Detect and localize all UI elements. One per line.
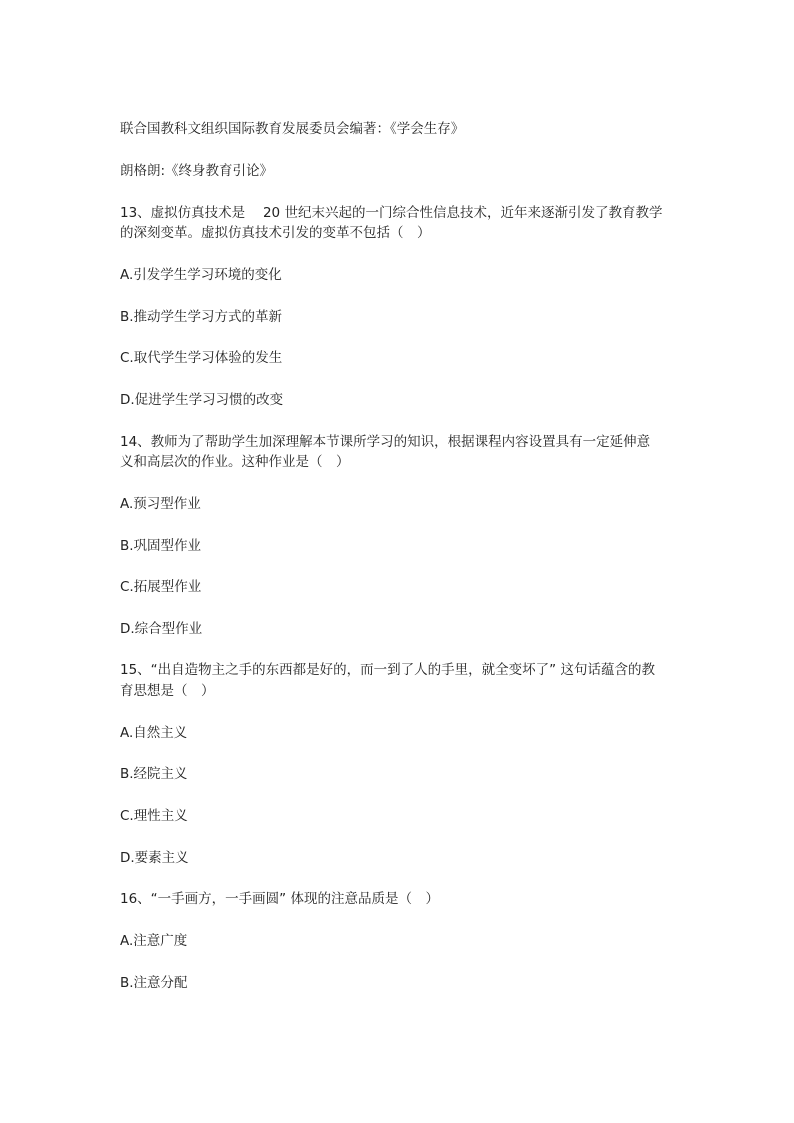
question-13-option-a: A.引发学生学习环境的变化 bbox=[120, 267, 282, 283]
question-16-option-a: A.注意广度 bbox=[120, 933, 188, 949]
question-14-option-a: A.预习型作业 bbox=[120, 496, 201, 512]
question-13-stem-line-1: 13、虚拟仿真技术是 20 世纪末兴起的一门综合性信息技术，近年来逐渐引发了教育教学 bbox=[120, 205, 663, 221]
question-15-stem-line-2: 育思想是（ ） bbox=[120, 683, 215, 699]
question-14-stem-line-2: 义和高层次的作业。这种作业是（ ） bbox=[120, 454, 350, 470]
reference-line-2: 朗格朗:《终身教育引论》 bbox=[120, 163, 274, 179]
question-14-option-c: C.拓展型作业 bbox=[120, 579, 202, 595]
question-13-option-c: C.取代学生学习体验的发生 bbox=[120, 350, 283, 366]
question-15-option-b: B.经院主义 bbox=[120, 766, 188, 782]
question-15-option-a: A.自然主义 bbox=[120, 725, 188, 741]
reference-line-1: 联合国教科文组织国际教育发展委员会编著：《学会生存》 bbox=[120, 121, 465, 137]
question-13-option-b: B.推动学生学习方式的革新 bbox=[120, 309, 283, 325]
question-14-stem-line-1: 14、教师为了帮助学生加深理解本节课所学习的知识，根据课程内容设置具有一定延伸意 bbox=[120, 434, 651, 450]
question-15-stem-line-1: 15、“出自造物主之手的东西都是好的，而一到了人的手里，就全变坏了” 这句话蕴含的教 bbox=[120, 662, 655, 678]
question-13-option-d: D.促进学生学习习惯的改变 bbox=[120, 392, 284, 408]
question-16-option-b: B.注意分配 bbox=[120, 975, 188, 991]
question-13-stem-line-2: 的深刻变革。虚拟仿真技术引发的变革不包括（ ） bbox=[120, 225, 431, 241]
question-16-stem: 16、“一手画方，一手画圆” 体现的注意品质是（ ） bbox=[120, 891, 439, 907]
question-14-option-d: D.综合型作业 bbox=[120, 621, 203, 637]
question-14-option-b: B.巩固型作业 bbox=[120, 538, 202, 554]
question-15-option-c: C.理性主义 bbox=[120, 808, 188, 824]
question-15-option-d: D.要素主义 bbox=[120, 850, 189, 866]
